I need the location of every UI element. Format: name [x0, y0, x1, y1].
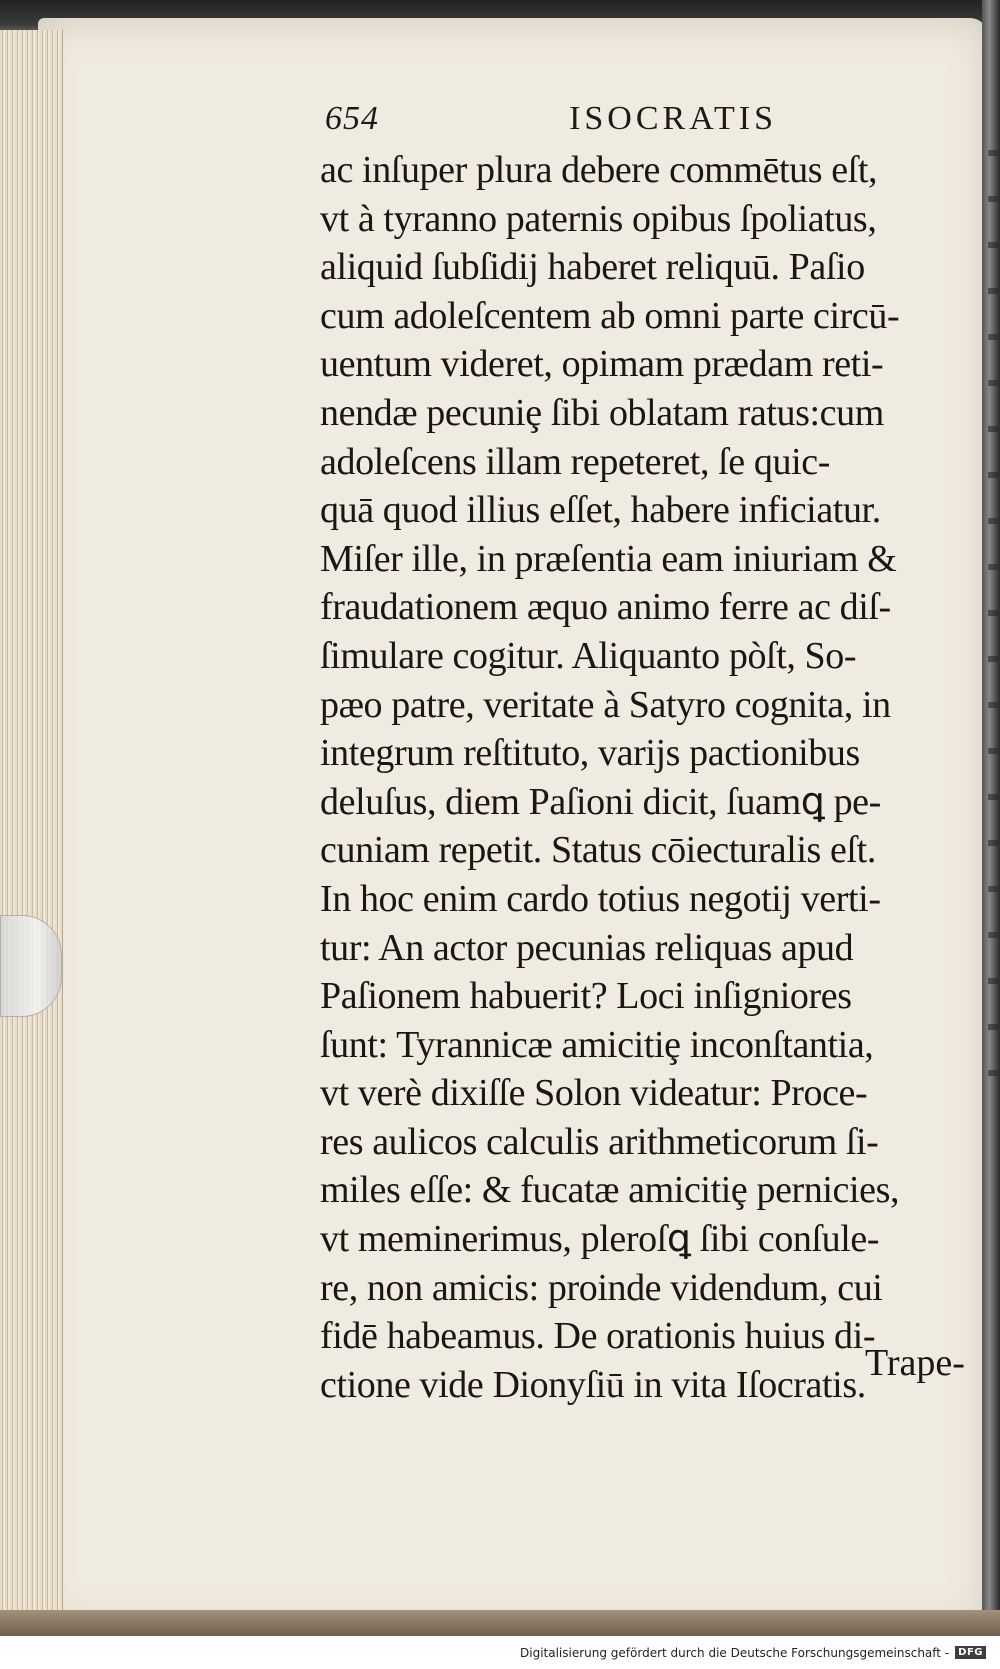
text-line: miles eſſe: & fucatæ amicitiȩ pernicies, [320, 1169, 900, 1212]
text-line: ac inſuper plura debere commētus eſt, [320, 149, 878, 191]
facing-page-text-strip [988, 150, 998, 1110]
text-line: Paſionem habuerit? Loci inſigniores [320, 975, 852, 1018]
text-line: ſunt: Tyrannicæ amicitiȩ inconſtantia, [320, 1023, 874, 1066]
dfg-logo-icon: DFG [955, 1646, 986, 1659]
text-line: adoleſcens illam repeteret, ſe quic- [320, 440, 830, 483]
text-line: tur: An actor pecunias reliquas apud [320, 926, 854, 969]
text-line: fraudationem æquo animo ferre ac diſ- [320, 586, 891, 629]
text-line: quā quod illius eſſet, habere inficiatur. [320, 489, 881, 532]
text-line: In hoc enim cardo totius negotij verti- [320, 877, 881, 920]
page-number: 654 [325, 100, 379, 137]
text-line: pæo patre, veritate à Satyro cognita, in [320, 683, 891, 726]
text-line: nendæ pecuniȩ ſibi oblatam ratus:cum [320, 391, 884, 434]
text-line: deluſus, diem Paſioni dicit, ſuamꝗ pe- [320, 780, 881, 823]
text-line: re, non amicis: proinde videndum, cui [320, 1266, 883, 1309]
text-line: vt verè dixiſſe Solon videatur: Proce- [320, 1072, 868, 1115]
running-title: ISOCRATIS [569, 100, 777, 137]
text-line: ctione vide Dionyſiū in vita Iſocratis. [320, 1363, 866, 1406]
footer-credit: Digitalisierung gefördert durch die Deutsche Forschungsgemeinschaft - [520, 1645, 950, 1660]
running-head [325, 100, 805, 140]
catchword: Trape- [865, 1342, 965, 1384]
scan-bottom-edge [0, 1610, 1000, 1636]
text-line: fidē habeamus. De orationis huius di- [320, 1315, 876, 1358]
body-text [320, 146, 985, 1409]
text-line: uentum videret, opimam prædam reti- [320, 343, 884, 386]
text-line: vt meminerimus, pleroſꝗ ſibi conſule- [320, 1218, 880, 1261]
text-line: integrum reſtituto, varijs pactionibus [320, 732, 860, 775]
text-line: Miſer ille, in præſentia eam iniuriam & [320, 537, 897, 580]
text-line: ſimulare cogitur. Aliquanto pòſt, So- [320, 634, 857, 677]
text-line: cuniam repetit. Status cōiecturalis eſt. [320, 829, 876, 872]
text-line: aliquid ſubſidij haberet reliquū. Paſio [320, 246, 865, 289]
digitization-footer [0, 1636, 1000, 1669]
text-line: vt à tyranno paternis opibus ſpoliatus, [320, 197, 877, 240]
text-line: cum adoleſcentem ab omni parte circū- [320, 294, 900, 337]
text-line: res aulicos calculis arithmeticorum ſi- [320, 1120, 879, 1163]
clip-icon [0, 915, 62, 1017]
page-edges-left [0, 30, 63, 1630]
